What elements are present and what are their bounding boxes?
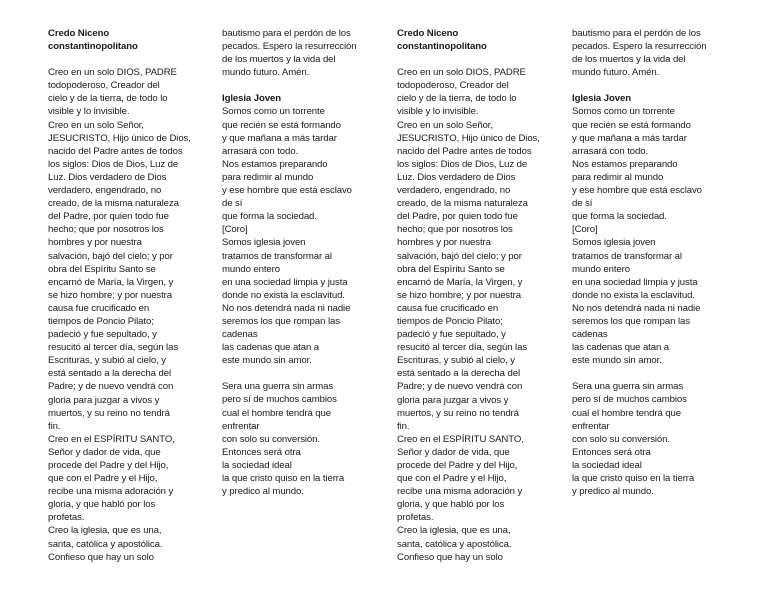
credo-text: Creo en un solo DIOS, PADRE todopoderoso, Creador del cielo y de la tierra, de todo lo visible y lo invisible. Creo en un solo Señor, JESUCRISTO, Hijo único de Dios, nacido del Padre antes de todos los siglos: Dios de Dios, Luz de Luz. Dios verdadero de Dios verdadero, engendrado, no creado, de la misma naturaleza del Padre, por quien todo fue hecho; que por nosotros los hombres y por nuestra salvación, bajó del cielo; y por obra del Espíritu Santo se encarnó de María, la Virgen, y se hizo hombre; y por nuestra causa fue crucificado en tiempos de Poncio Pilato; padeció y fue sepultado, y resucitó al tercer día, según las Escrituras, y subió al cielo, y está sentado a la derecha del Padre; y de nuevo vendrá con gloria para juzgar a vivos y muertos, y su reino no tendrá fin. Creo en el ESPÍRITU SANTO, Señor y dador de vida, que procede del Padre y del Hijo, que con el Padre y el Hijo, recibe una misma adoración y gloria, y que habló por los profetas. Creo la iglesia, que es una, santa, católica y apostólica. Confieso que hay un solo [397,67,540,563]
credo-title: Credo Niceno constantinopolitano [48,28,138,53]
song-title: Iglesia Joven [572,93,631,105]
credo-title: Credo Niceno constantinopolitano [397,28,487,53]
right-song-column [572,27,732,498]
song-title: Iglesia Joven [222,93,281,105]
credo-text: Creo en un solo DIOS, PADRE todopoderoso, Creador del cielo y de la tierra, de todo lo visible y lo invisible. Creo en un solo Señor, JESUCRISTO, Hijo único de Dios, nacido del Padre antes de todos los siglos: Dios de Dios, Luz de Luz. Dios verdadero de Dios verdadero, engendrado, no creado, de la misma naturaleza del Padre, por quien todo fue hecho; que por nosotros los hombres y por nuestra salvación, bajó del cielo; y por obra del Espíritu Santo se encarnó de María, la Virgen, y se hizo hombre; y por nuestra causa fue crucificado en tiempos de Poncio Pilato; padeció y fue sepultado, y resucitó al tercer día, según las Escrituras, y subió al cielo, y está sentado a la derecha del Padre; y de nuevo vendrá con gloria para juzgar a vivos y muertos, y su reino no tendrá fin. Creo en el ESPÍRITU SANTO, Señor y dador de vida, que procede del Padre y del Hijo, que con el Padre y el Hijo, recibe una misma adoración y gloria, y que habló por los profetas. Creo la iglesia, que es una, santa, católica y apostólica. Confieso que hay un solo [48,67,191,563]
credo-continuation: bautismo para el perdón de los pecados. Espero la resurrección de los muertos y la vida del mundo futuro. Amén. [222,28,357,79]
left-song-column [222,27,382,498]
song-final-verse: Sera una guerra sin armas pero sí de muchos cambios cual el hombre tendrá que enfrentar con solo su conversión. Entonces será otra la sociedad ideal la que cristo quiso en la tierra y predico al mundo. [572,381,695,498]
song-final-verse: Sera una guerra sin armas pero sí de muchos cambios cual el hombre tendrá que enfrentar con solo su conversión. Entonces será otra la sociedad ideal la que cristo quiso en la tierra y predico al mundo. [222,381,345,498]
left-credo-column [48,27,208,564]
right-credo-column [397,27,557,564]
song-verse-chorus: Somos como un torrente que recién se está formando y que mañana a más tardar arrasará con todo. Nos estamos preparando para redimir al mundo y ese hombre que está esclavo de sí que forma la sociedad. [Coro] Somos iglesia joven tratamos de transformar al mundo entero en una sociedad limpia y justa donde no exista la esclavitud. No nos detendrá nada ni nadie seremos los que rompan las cadenas las cadenas que atan a este mundo sin amor. [572,106,702,367]
credo-continuation: bautismo para el perdón de los pecados. Espero la resurrección de los muertos y la vida del mundo futuro. Amén. [572,28,707,79]
song-verse-chorus: Somos como un torrente que recién se está formando y que mañana a más tardar arrasará con todo. Nos estamos preparando para redimir al mundo y ese hombre que está esclavo de sí que forma la sociedad. [Coro] Somos iglesia joven tratamos de transformar al mundo entero en una sociedad limpia y justa donde no exista la esclavitud. No nos detendrá nada ni nadie seremos los que rompan las cadenas las cadenas que atan a este mundo sin amor. [222,106,352,367]
